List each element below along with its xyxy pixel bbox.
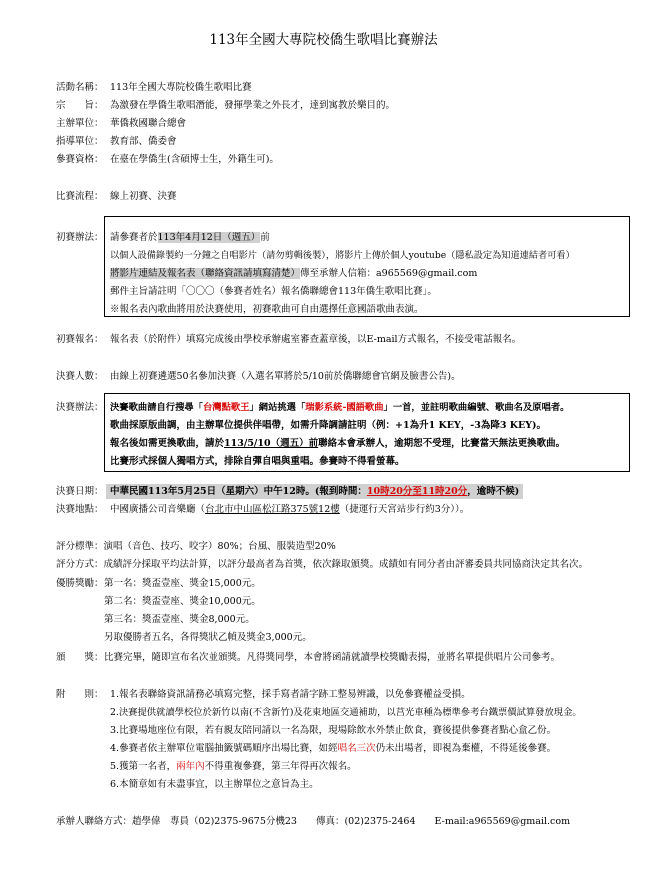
site-name: 台灣點歌王: [202, 402, 250, 413]
final-date: [106, 484, 523, 499]
label-organizer: 主辦單位：: [56, 118, 104, 129]
note-5-red: 兩年內: [176, 761, 205, 772]
label-event-name: 活動名稱：: [56, 82, 104, 93]
label-final-rules: 決賽辦法：: [56, 402, 104, 413]
final-rules-line-1: [110, 401, 569, 414]
final-l1-post: 」一首，並註明歌曲編號、歌曲名及原唱者。: [383, 402, 570, 413]
final-date-post: ，逾時不候): [467, 486, 520, 497]
final-rules-line-4: 比賽形式採個人獨唱方式，排除自彈自唱與重唱。參賽時不得看螢幕。: [110, 456, 405, 467]
label-prelim: 初賽辦法：: [56, 232, 104, 243]
venue-pre: 中國廣播公司音樂廳（: [110, 504, 206, 515]
song-system: 瑞影系統-國語歌曲: [305, 402, 384, 413]
prize-1: 第一名：獎盃壹座、獎金15,000元。: [104, 578, 261, 589]
final-date-pre: 中華民國113年5月25日（星期六）中午12時。(報到時間：: [110, 486, 367, 497]
prize-honorable: 另取優勝者五名，各得獎狀乙幀及獎金3,000元。: [104, 632, 312, 643]
final-l1-mid: 」網站挑選「: [249, 402, 306, 413]
label-final-date: 決賽日期：: [56, 486, 104, 497]
label-register: 初賽報名：: [56, 334, 104, 345]
prelim-line-1: [110, 231, 270, 244]
scoring: 評分方式：成績評分採取平均法計算，以評分最高者為首獎，依次錄取頒獎。成績如有同分者由評審委員共同協商決定其名次。: [56, 559, 589, 570]
label-supervisor: 指導單位：: [56, 136, 104, 147]
prelim-l1-post: 前: [260, 232, 270, 243]
award: 比賽完畢，隨即宣布名次並頒獎。凡得獎同學，本會將函請就讀學校獎勵表揚，並將名單提供唱片公司參考。: [104, 652, 561, 663]
label-venue: 決賽地點：: [56, 504, 104, 515]
label-purpose: 宗 旨：: [56, 100, 104, 111]
label-finalists: 決賽人數：: [56, 371, 104, 382]
note-5-pre: 5.獲第一名者，: [110, 761, 177, 772]
prelim-line-3: [110, 267, 477, 280]
criteria: 評分標準：演唱（音色、技巧、咬字）80%；台風、服裝造型20%: [56, 541, 336, 552]
finalists: 由線上初賽遴選50名參加決賽（入選名單將於5/10前於僑聯總會官網及臉書公告)。: [110, 371, 461, 382]
final-l1-pre: 決賽歌曲請自行搜尋「: [110, 402, 203, 413]
note-6: 6.本簡章如有未盡事宜，以主辦單位之意旨為主。: [110, 779, 319, 790]
flow: 線上初賽、決賽: [110, 191, 177, 202]
venue: [110, 503, 469, 516]
contact: 承辦人聯絡方式：趙學偉 專員（02)2375-9675分機23 傳真：(02)2375-2464 E-mail:a965569@gmail.com: [56, 816, 571, 827]
purpose: 為激發在學僑生歌唱潛能，發揮學業之外長才，達到寓教於樂目的。: [110, 100, 396, 111]
register: 報名表（於附件）填寫完成後由學校承辦處室審查蓋章後，以E-mail方式報名，不接受電話報名。: [110, 334, 522, 345]
prelim-line-2: 以個人設備錄製約一分鐘之自唱影片（請勿剪輯後製），將影片上傳於個人youtube（隱私設定為知道連結者可看）: [110, 250, 575, 261]
note-4-post: 仍未出場者，即視為棄權，不得延後參賽。: [375, 743, 557, 754]
venue-post: （捷運行天宮站步行約3分））。: [339, 504, 470, 515]
prelim-line-5: ※報名表內歌曲將用於決賽使用，初賽歌曲可自由選擇任意國語歌曲表演。: [110, 304, 424, 315]
note-1: 1.報名表聯絡資訊請務必填寫完整，採手寫者請字跡工整易辨識，以免參賽權益受損。: [110, 689, 471, 700]
label-award: 頒 獎：: [56, 652, 104, 663]
prelim-deadline: 113年4月12日（週五）: [157, 232, 261, 243]
prize-3: 第三名：獎盃壹座、獎金8,000元。: [104, 614, 255, 625]
prelim-l1-pre: 請參賽者於: [110, 232, 158, 243]
supervisor: 教育部、僑委會: [110, 136, 177, 147]
label-flow: 比賽流程：: [56, 191, 104, 202]
note-4: [110, 742, 556, 755]
note-5: [110, 760, 357, 773]
prelim-l3-post: 傳至承辦人信箱：a965569@gmail.com: [300, 268, 478, 279]
venue-address: 台北市中山區松江路375號12樓: [205, 504, 340, 515]
eligibility: 在臺在學僑生(含碩博士生，外籍生可)。: [110, 154, 279, 165]
label-notes: 附 則：: [56, 689, 104, 700]
note-3: 3.比賽場地座位有限，若有親友陪同請以一名為限，現場除飲水外禁止飲食，賽後提供參賽者點心盒乙份。: [110, 725, 557, 736]
page-title: 113年全國大專院校僑生歌唱比賽辦法: [209, 32, 438, 48]
note-4-pre: 4.參賽者依主辦單位電腦抽籤號碼順序出場比賽，如經: [110, 743, 338, 754]
prize-2: 第二名：獎盃壹座、獎金10,000元。: [104, 596, 261, 607]
note-5-post: 不得重複參賽，第三年得再次報名。: [204, 761, 357, 772]
prelim-l3-bold: 將影片連結及報名表（聯絡資訊請填寫清楚）: [110, 268, 301, 279]
final-l3-post: 聯絡本會承辦人，逾期恕不受理，比賽當天無法更換歌曲。: [318, 438, 566, 449]
prelim-line-4: 郵件主旨請註明「〇〇〇（參賽者姓名）報名僑聯總會113年僑生歌唱比賽」。: [110, 286, 437, 297]
label-prizes: 優勝獎勵：: [56, 578, 104, 589]
event-name: 113年全國大專院校僑生歌唱比賽: [110, 82, 252, 93]
note-4-red: 唱名三次: [337, 743, 376, 754]
change-deadline: 113/5/10（週五）前: [224, 438, 319, 449]
final-rules-line-3: [110, 437, 565, 450]
note-2: 2.決賽提供就讀學校位於新竹以南(不含新竹)及花東地區交通補助，以莒光車種為標準參考台鐵票價試算發放現金。: [110, 707, 582, 718]
final-rules-line-2: 歌曲採原版曲調，由主辦單位提供伴唱帶，如需升降調請註明（例：+1為升1 KEY，-3為降3 KEY)。: [110, 420, 547, 431]
organizer: 華僑救國聯合總會: [110, 118, 187, 129]
label-eligibility: 參賽資格：: [56, 154, 104, 165]
final-l3-pre: 報名後如需更換歌曲，請於: [110, 438, 225, 449]
checkin-time: 10時20分至11時20分: [366, 486, 468, 497]
